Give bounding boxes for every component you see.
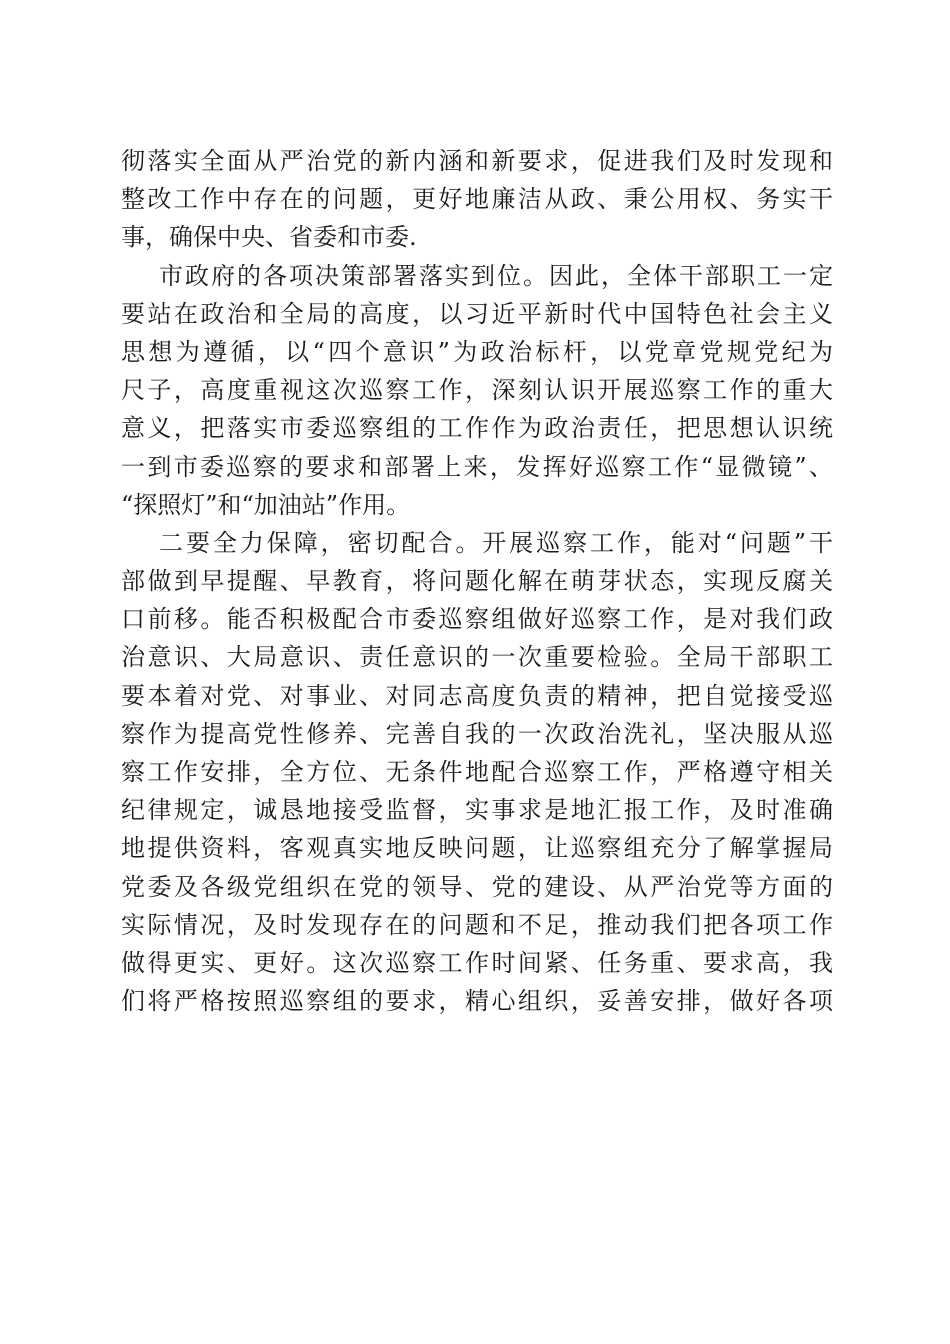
- text-line: 事，确保中央、省委和市委.: [121, 223, 417, 252]
- text-line: 做得更实、更好。这次巡察工作时间紧、任务重、要求高，我: [121, 948, 833, 977]
- text-line: 彻落实全面从严治党的新内涵和新要求，促进我们及时发现和: [121, 147, 833, 175]
- paragraph-start-line: 市政府的各项决策部署落实到位。因此，全体干部职工一定: [159, 261, 833, 290]
- text-line: 党委及各级党组织在党的领导、党的建设、从严治党等方面的: [121, 872, 833, 901]
- body-text: [121, 142, 833, 1020]
- paragraph-start-line: 二要全力保障，密切配合。开展巡察工作，能对“问题”干: [159, 528, 833, 557]
- text-line: 口前移。能否积极配合市委巡察组做好巡察工作，是对我们政: [121, 605, 833, 634]
- text-line: 察作为提高党性修养、完善自我的一次政治洗礼，坚决服从巡: [121, 719, 833, 748]
- text-line: 纪律规定，诚恳地接受监督，实事求是地汇报工作，及时准确: [121, 796, 833, 825]
- text-line: 一到市委巡察的要求和部署上来，发挥好巡察工作“显微镜”、: [121, 452, 833, 481]
- text-line: 尺子，高度重视这次巡察工作，深刻认识开展巡察工作的重大: [121, 376, 833, 405]
- text-line: 们将严格按照巡察组的要求，精心组织，妥善安排，做好各项: [121, 987, 833, 1016]
- text-line: 思想为遵循，以“四个意识”为政治标杆，以党章党规党纪为: [121, 337, 833, 366]
- text-line: 整改工作中存在的问题，更好地廉洁从政、秉公用权、务实干: [121, 185, 833, 214]
- text-line: 地提供资料，客观真实地反映问题，让巡察组充分了解掌握局: [121, 834, 833, 863]
- text-line: 实际情况，及时发现存在的问题和不足，推动我们把各项工作: [121, 910, 833, 939]
- text-line: 部做到早提醒、早教育，将问题化解在萌芽状态，实现反腐关: [121, 567, 833, 596]
- text-line: 意义，把落实市委巡察组的工作作为政治责任，把思想认识统: [121, 414, 833, 443]
- text-line: 要站在政治和全局的高度，以习近平新时代中国特色社会主义: [121, 299, 833, 328]
- text-line: 要本着对党、对事业、对同志高度负责的精神，把自觉接受巡: [121, 681, 833, 710]
- text-line: 治意识、大局意识、责任意识的一次重要检验。全局干部职工: [121, 643, 833, 672]
- text-line: 察工作安排，全方位、无条件地配合巡察工作，严格遵守相关: [121, 758, 833, 786]
- text-line: “探照灯”和“加油站”作用。: [121, 490, 411, 519]
